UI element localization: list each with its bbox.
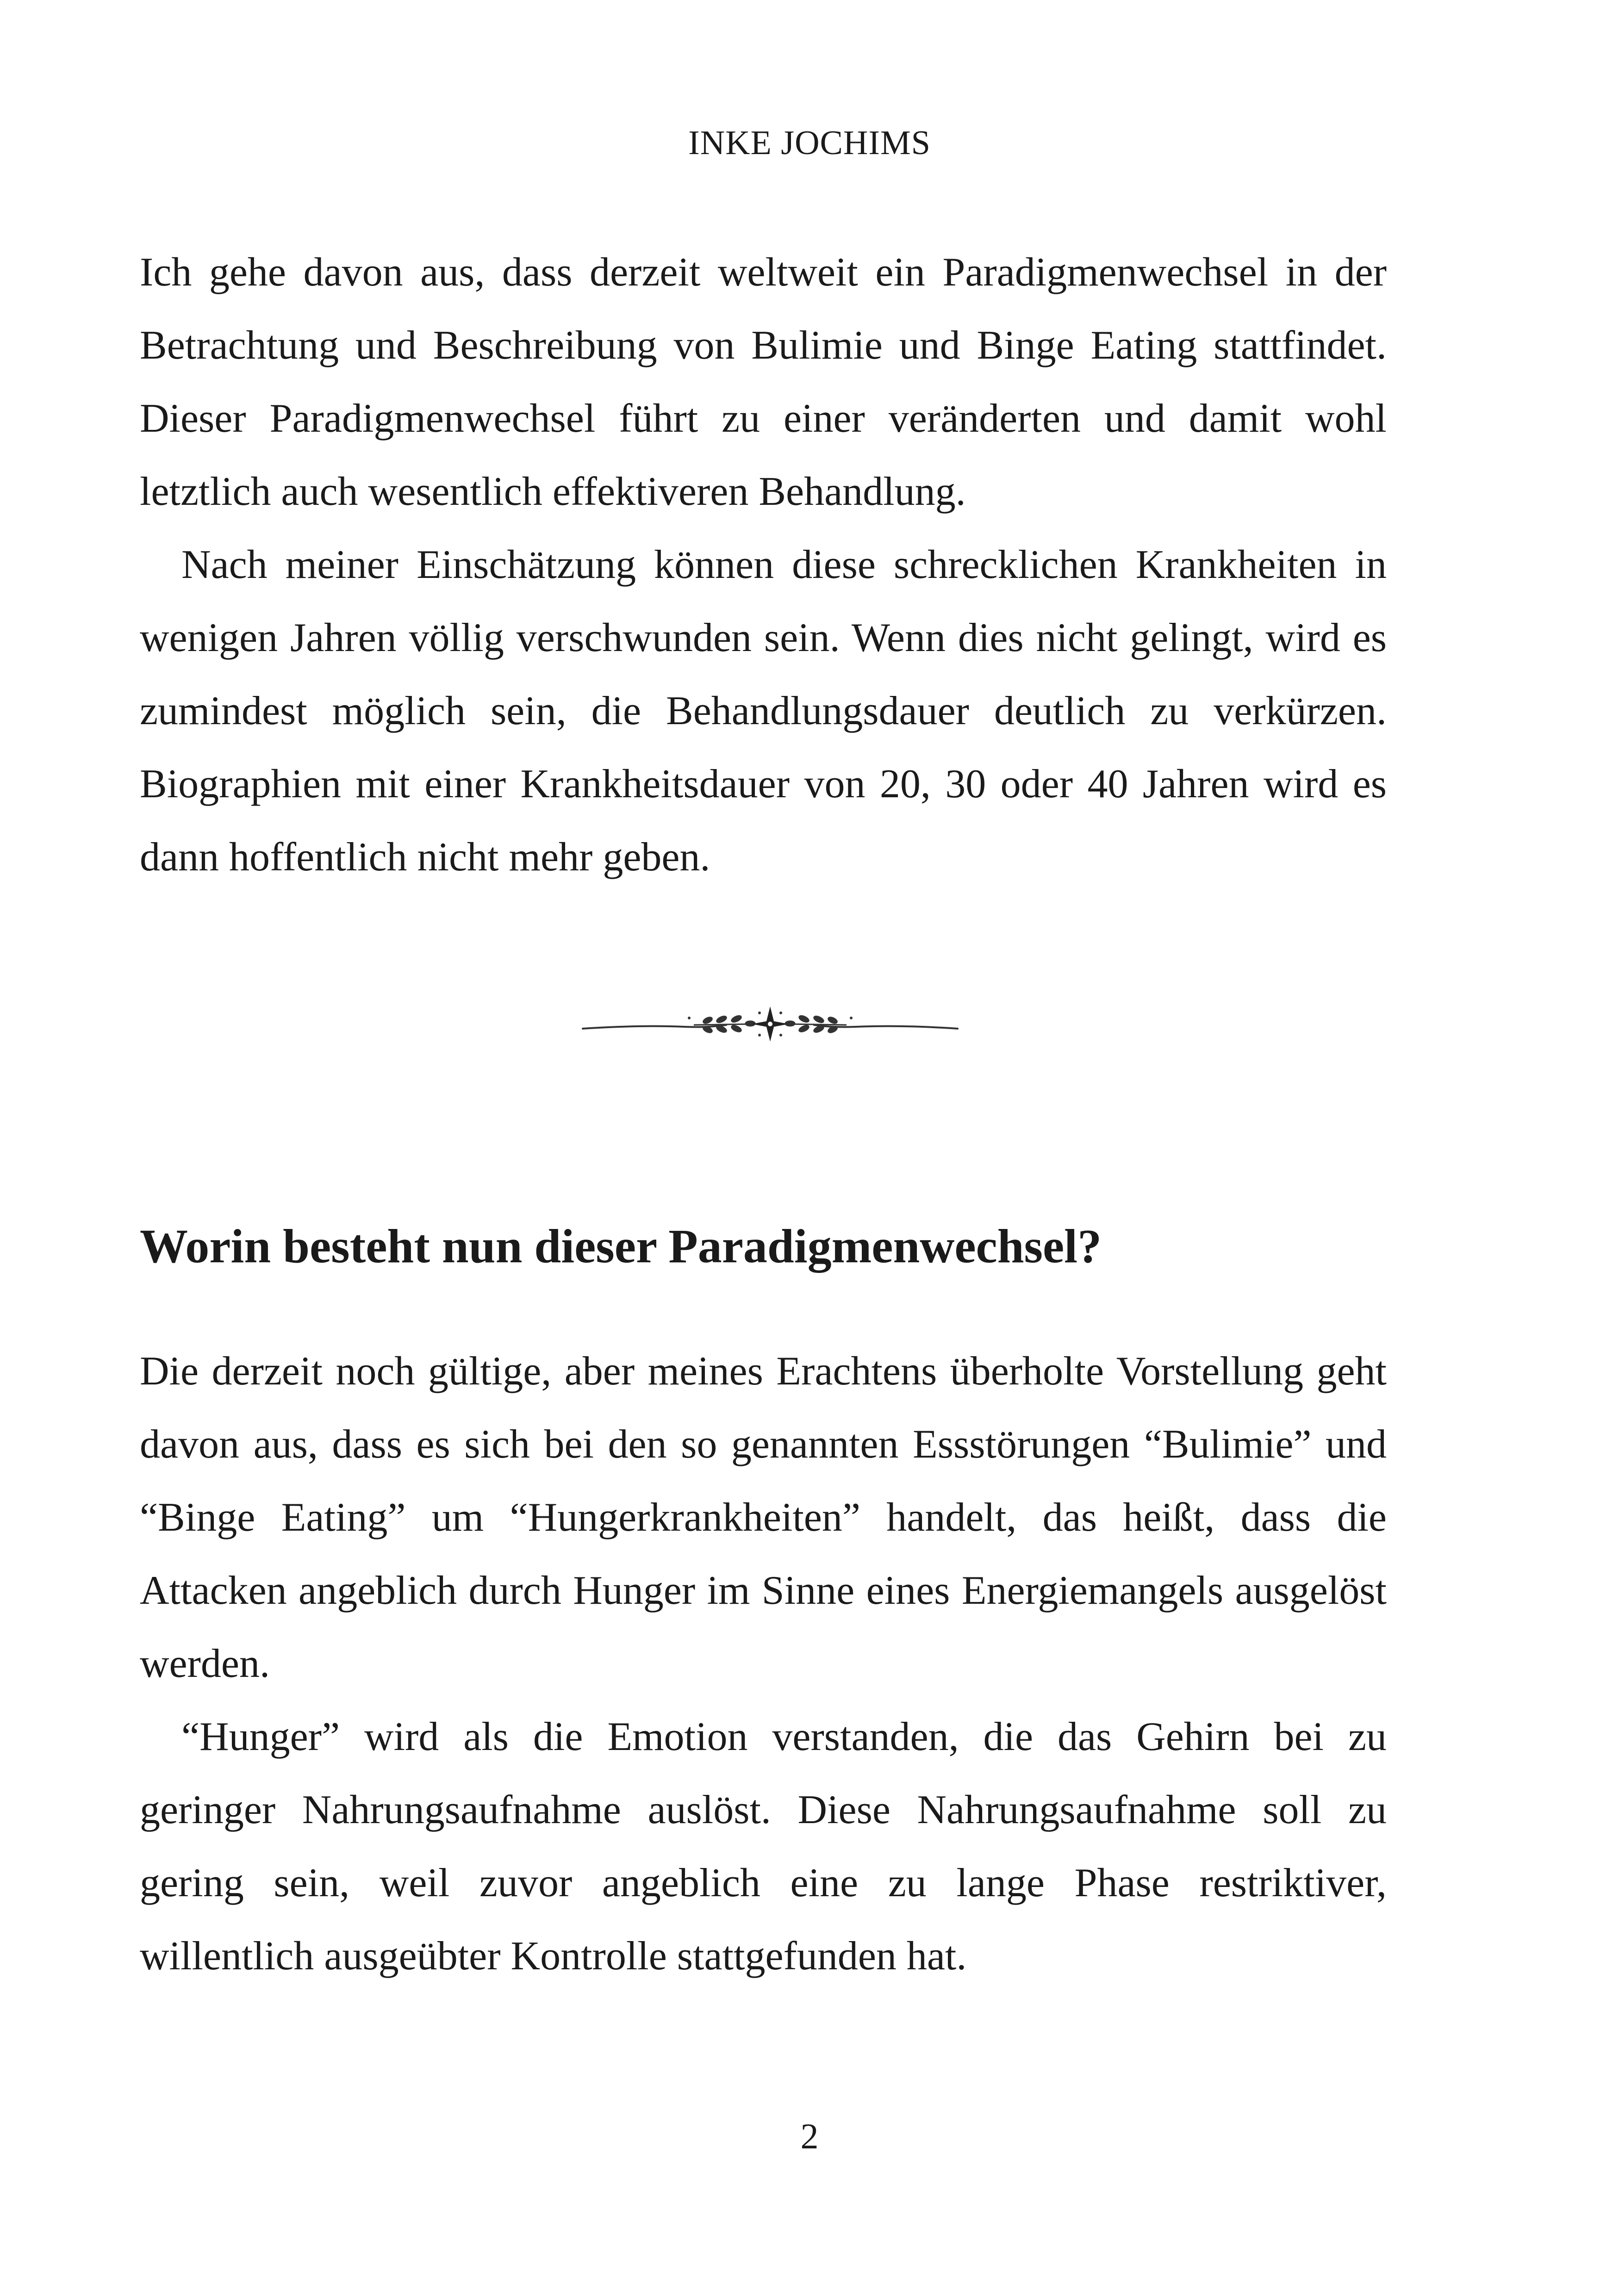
body-text-section-one	[140, 236, 1387, 894]
section-heading: Worin besteht nun dieser Paradigmenwechsel?	[140, 1220, 1102, 1273]
page-number: 2	[800, 2116, 819, 2156]
body-text-section-two	[140, 1335, 1387, 1993]
paragraph: Nach meiner Einschätzung können diese schrecklichen Krankheiten in wenigen Jahren völlig verschwunden sein. Wenn dies nicht gelingt, wird es zumindest möglich sein, die Behandlungsdauer deutlich zu verkürzen. Biographien mit einer Krankheitsdauer von 20, 30 oder 40 Jahren wird es dann hoffentlich nicht mehr geben.	[140, 542, 1387, 880]
floral-divider-icon	[569, 993, 971, 1057]
running-header: INKE JOCHIMS	[688, 124, 931, 162]
paragraph: Die derzeit noch gültige, aber meines Erachtens überholte Vorstellung geht davon aus, dass es sich bei den so genannten Essstörungen “Bulimie” und “Binge Eating” um “Hungerkrankheiten” handelt, das heißt, dass die Attacken angeblich durch Hunger im Sinne eines Energiemangels ausgelöst werden.	[140, 1349, 1387, 1686]
paragraph: “Hunger” wird als die Emotion verstanden, die das Gehirn bei zu geringer Nahrungsaufnahme auslöst. Diese Nahrungsaufnahme soll zu gering sein, weil zuvor angeblich eine zu lange Phase restriktiver, willentlich ausgeübter Kontrolle stattgefunden hat.	[140, 1714, 1387, 1979]
paragraph: Ich gehe davon aus, dass derzeit weltweit ein Paradigmenwechsel in der Betrachtung und Beschreibung von Bulimie und Binge Eating stattfindet. Dieser Paradigmenwechsel führt zu einer veränderten und damit wohl letztlich auch wesentlich effektiveren Behandlung.	[140, 250, 1387, 514]
